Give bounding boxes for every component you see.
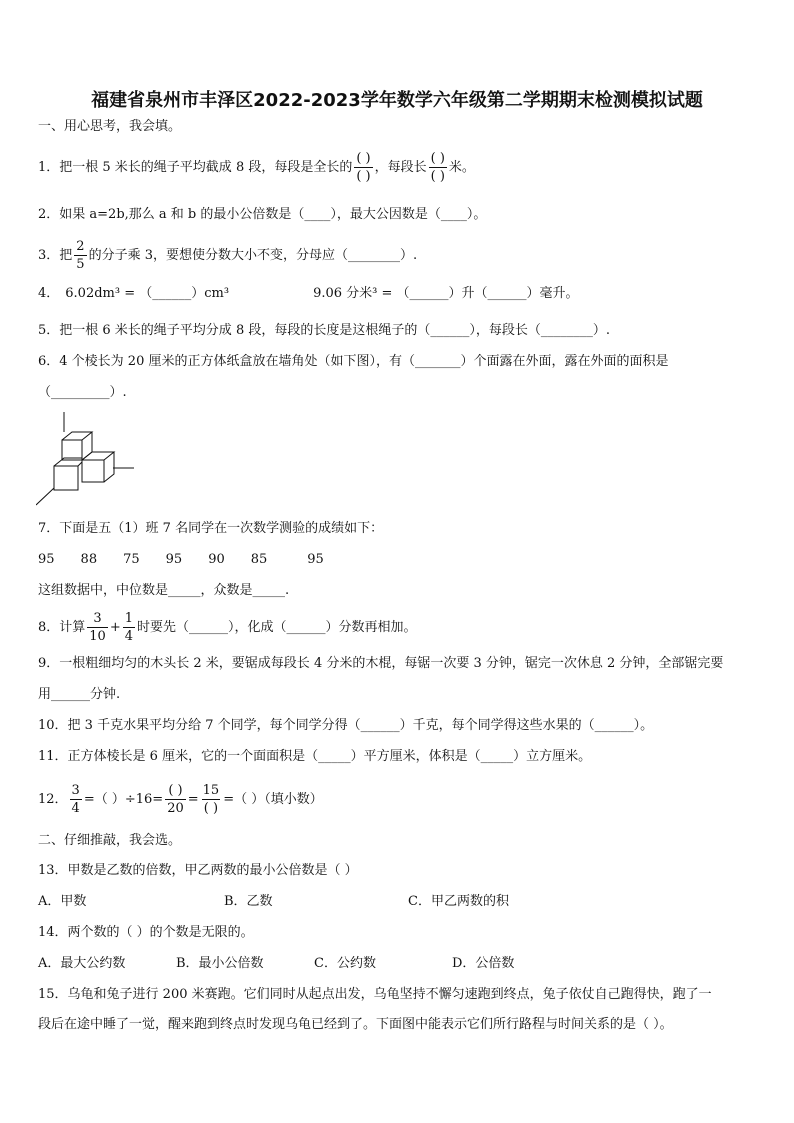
question-4: [38, 285, 579, 303]
q3-text-b: 的分子乘 3，要想使分数大小不变，分母应（________）.: [88, 248, 418, 263]
score-item: 75: [123, 552, 140, 567]
q12-fraction-3: [201, 784, 222, 815]
question-2: 2．如果 a=2b,那么 a 和 b 的最小公倍数是（____），最大公因数是（____）。: [38, 207, 487, 222]
question-13: 13．甲数是乙数的倍数，甲乙两数的最小公倍数是（ ）: [38, 863, 358, 878]
q12-text-d: =（ ）（填小数）: [223, 792, 323, 807]
question-7: 7．下面是五（1）班 7 名同学在一次数学测验的成绩如下：: [38, 521, 384, 536]
score-item: 88: [80, 552, 98, 567]
q8-frac2-den: 4: [124, 629, 134, 644]
q12-fraction-1: [70, 784, 82, 815]
q4-part-2: 9.06 分米³ = （______）升（______）毫升。: [313, 286, 579, 301]
question-15-line-1: 15．乌龟和兔子进行 200 米赛跑。它们同时从起点出发，乌龟坚持不懈匀速跑到终点，兔子依仗自己跑得快，跑了一: [38, 987, 712, 1002]
question-10: 10．把 3 千克水果平均分给 7 个同学，每个同学分得（______）千克，每个同学得这些水果的（______）。: [38, 718, 654, 733]
q1-frac1-den: ( ): [356, 169, 371, 184]
q4-number: 4．: [38, 286, 60, 301]
question-8: [38, 612, 417, 643]
q8-plus: +: [109, 620, 121, 635]
q1-frac2-num: ( ): [430, 151, 445, 166]
question-9-line-1: 9．一根粗细均匀的木头长 2 米，要锯成每段长 4 分米的木棍，每锯一次要 3 分钟，锯完一次休息 2 分钟，全部锯完要: [38, 656, 724, 671]
q8-frac1-num: 3: [93, 611, 102, 626]
question-14: 14．两个数的（ ）的个数是无限的。: [38, 925, 254, 940]
section-heading-2: 二、仔细推敲，我会选。: [38, 833, 182, 848]
question-11: 11．正方体棱长是 6 厘米，它的一个面面积是（_____）平方厘米，体积是（_____）立方厘米。: [38, 749, 592, 764]
q7-scores: [38, 551, 324, 569]
q12-frac1-den: 4: [71, 801, 80, 816]
q1-frac1-num: ( ): [356, 151, 371, 166]
score-item: 95: [165, 552, 183, 567]
q1-fraction-1: [354, 152, 372, 183]
question-6-line-1: 6．4 个棱长为 20 厘米的正方体纸盒放在墙角处（如下图），有（_______）个面露在外面，露在外面的面积是: [38, 354, 669, 369]
question-9-line-2: 用______分钟.: [38, 687, 121, 702]
q1-text-a: 1．把一根 5 米长的绳子平均截成 8 段，每段是全长的: [38, 160, 353, 175]
question-5: 5．把一根 6 米长的绳子平均分成 8 段，每段的长度是这根绳子的（______），每段长（________）.: [38, 323, 610, 338]
option-b[interactable]: B．乙数: [224, 894, 273, 909]
q12-text-b: =（ ）÷16=: [83, 792, 164, 807]
question-12: [38, 784, 323, 815]
q3-frac-den: 5: [76, 257, 85, 272]
q12-frac3-num: 15: [202, 783, 220, 798]
q8-frac1-den: 10: [89, 629, 106, 644]
q12-frac1-num: 3: [71, 783, 80, 798]
question-1: [38, 152, 475, 183]
q8-fraction-1: [87, 612, 108, 643]
q12-frac2-num: ( ): [168, 783, 183, 798]
page-title: 福建省泉州市丰泽区2022-2023学年数学六年级第二学期期末检测模拟试题: [91, 90, 703, 111]
option-c[interactable]: C．公约数: [314, 956, 376, 971]
q1-fraction-2: [429, 152, 447, 183]
option-c[interactable]: C．甲乙两数的积: [408, 894, 509, 909]
q3-fraction: [74, 240, 86, 271]
q8-text-b: 时要先（______），化成（______）分数再相加。: [137, 620, 417, 635]
score-item: 95: [38, 552, 55, 567]
q8-text-a: 8．计算: [38, 620, 86, 635]
question-15-line-2: 段后在途中睡了一觉，醒来跑到终点时发现乌龟已经到了。下面图中能表示它们所行路程与时间关系的是（ ）。: [38, 1017, 673, 1032]
q13-options: [38, 893, 509, 911]
q1-text-c: 米。: [448, 160, 475, 175]
cubes-corner-figure: [36, 412, 136, 508]
question-6-line-2: （_________）.: [38, 385, 127, 400]
option-b[interactable]: B．最小公倍数: [176, 956, 264, 971]
option-a[interactable]: A．甲数: [38, 894, 87, 909]
option-a[interactable]: A．最大公约数: [38, 956, 126, 971]
q14-options: [38, 955, 514, 973]
q8-fraction-2: [123, 612, 135, 643]
q12-frac3-den: ( ): [203, 801, 219, 816]
q1-frac2-den: ( ): [430, 169, 445, 184]
section-heading-1: 一、用心思考，我会填。: [38, 119, 182, 134]
q12-equals: =: [187, 792, 199, 807]
q1-text-b: ，每段长: [374, 160, 427, 175]
q12-fraction-2: [165, 784, 186, 815]
q7-line-3: 这组数据中，中位数是_____，众数是_____.: [38, 583, 290, 598]
score-item: 90: [208, 552, 225, 567]
q3-frac-num: 2: [76, 239, 85, 254]
q12-frac2-den: 20: [167, 801, 184, 816]
score-item: 95: [307, 552, 324, 567]
q8-frac2-num: 1: [124, 611, 134, 626]
q12-number: 12．: [38, 792, 68, 807]
option-d[interactable]: D．公倍数: [452, 956, 515, 971]
score-item: 85: [250, 552, 268, 567]
q3-text-a: 3．把: [38, 248, 73, 263]
q4-part-1: 6.02dm³ = （______）cm³: [65, 286, 230, 301]
question-3: [38, 240, 417, 271]
